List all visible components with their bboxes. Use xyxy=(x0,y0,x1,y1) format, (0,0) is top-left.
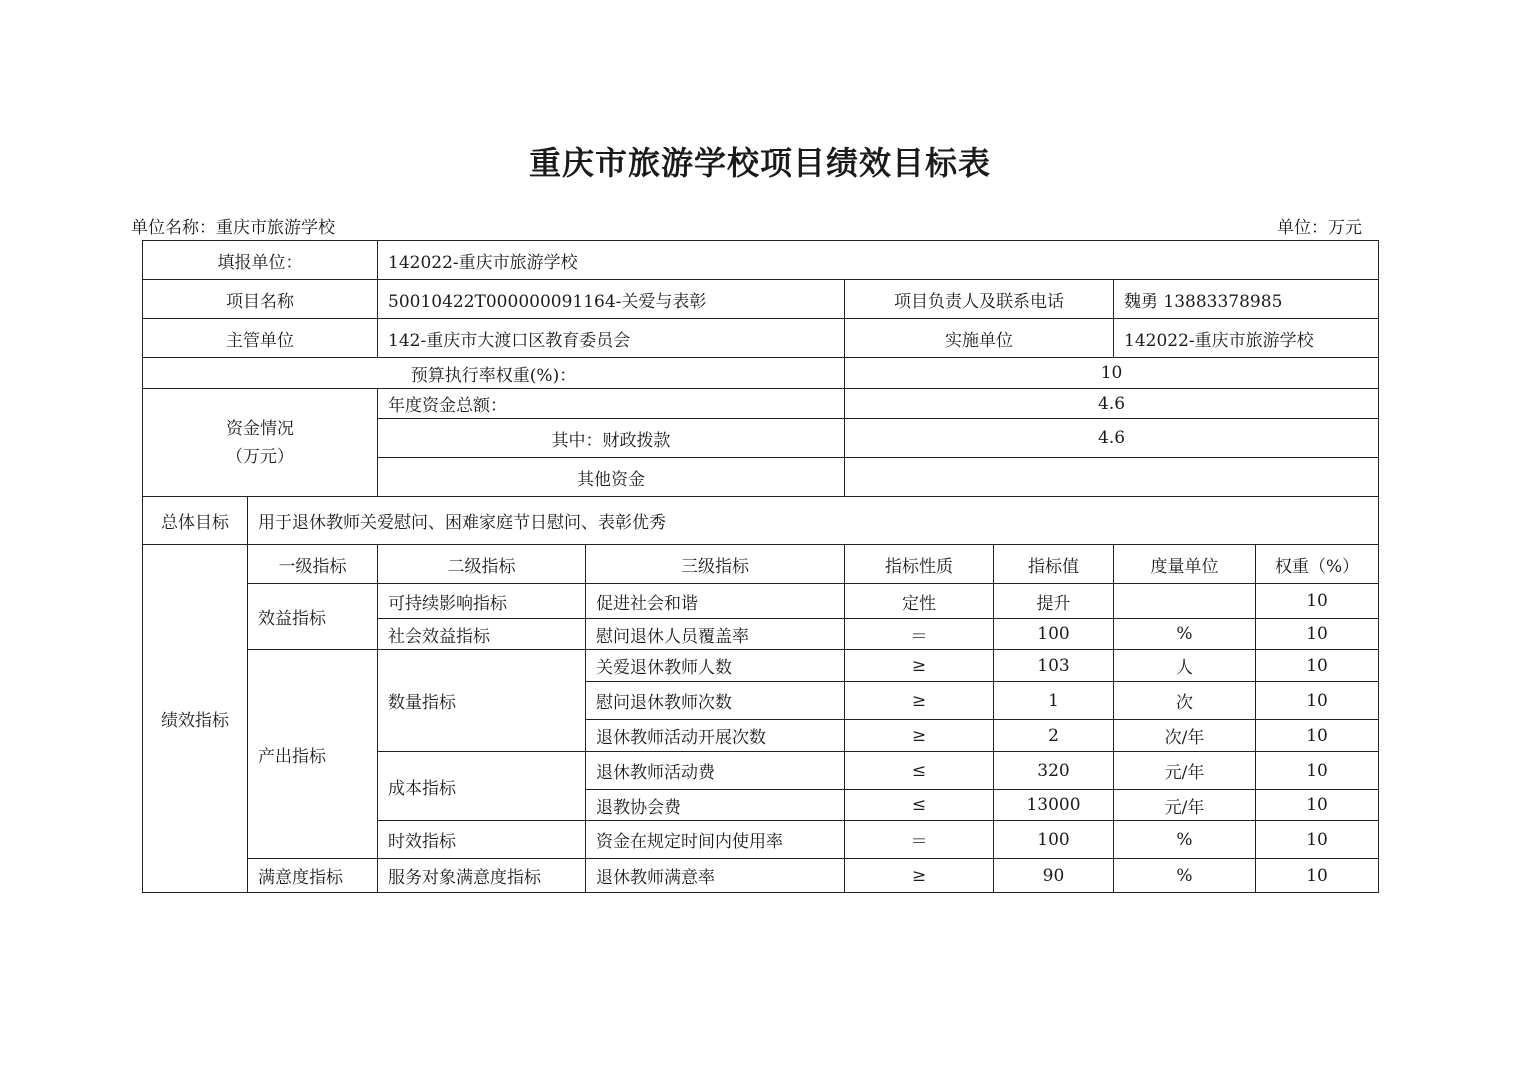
level1-output: 产出指标 xyxy=(248,650,378,859)
weight-cell: 10 xyxy=(1256,619,1379,650)
level3-cell: 促进社会和谐 xyxy=(586,584,845,619)
weight-cell: 10 xyxy=(1256,859,1379,893)
overall-goal-value: 用于退休教师关爱慰问、困难家庭节日慰问、表彰优秀 xyxy=(248,497,1379,545)
value-cell: 2 xyxy=(994,720,1114,752)
level2-service: 服务对象满意度指标 xyxy=(378,859,586,893)
unit-cell: 元/年 xyxy=(1114,790,1256,821)
value-cell: 13000 xyxy=(994,790,1114,821)
value-cell: 100 xyxy=(994,821,1114,859)
indicator-section-label: 绩效指标 xyxy=(143,545,248,893)
row-supervisor xyxy=(143,319,1379,358)
unit-cell: 次/年 xyxy=(1114,720,1256,752)
header-level3: 三级指标 xyxy=(586,545,845,584)
level2-social: 社会效益指标 xyxy=(378,619,586,650)
nature-cell: ≥ xyxy=(845,650,994,682)
unit-cell: 次 xyxy=(1114,682,1256,720)
weight-cell: 10 xyxy=(1256,790,1379,821)
level3-cell: 慰问退休教师次数 xyxy=(586,682,845,720)
currency-unit: 单位：万元 xyxy=(1277,218,1362,238)
level3-cell: 资金在规定时间内使用率 xyxy=(586,821,845,859)
weight-cell: 10 xyxy=(1256,650,1379,682)
level3-cell: 退休教师活动开展次数 xyxy=(586,720,845,752)
table-row xyxy=(143,584,1379,619)
unit-cell xyxy=(1114,584,1256,619)
value-cell: 100 xyxy=(994,619,1114,650)
unit-cell: % xyxy=(1114,821,1256,859)
nature-cell: ＝ xyxy=(845,619,994,650)
nature-cell: ＝ xyxy=(845,821,994,859)
unit-cell: % xyxy=(1114,619,1256,650)
overall-goal-label: 总体目标 xyxy=(143,497,248,545)
page-title: 重庆市旅游学校项目绩效目标表 xyxy=(528,144,991,182)
level2-time: 时效指标 xyxy=(378,821,586,859)
level2-cost: 成本指标 xyxy=(378,752,586,821)
weight-cell: 10 xyxy=(1256,752,1379,790)
table-row xyxy=(143,650,1379,682)
implementer-label: 实施单位 xyxy=(845,319,1114,358)
unit-cell: 元/年 xyxy=(1114,752,1256,790)
row-reporting-unit xyxy=(143,241,1379,280)
level3-cell: 退休教师满意率 xyxy=(586,859,845,893)
unit-cell: % xyxy=(1114,859,1256,893)
header-weight: 权重（%） xyxy=(1256,545,1379,584)
level3-cell: 退教协会费 xyxy=(586,790,845,821)
header-level2: 二级指标 xyxy=(378,545,586,584)
contact-value: 魏勇 13883378985 xyxy=(1114,280,1379,319)
supervisor-label: 主管单位 xyxy=(143,319,378,358)
level1-satisfaction: 满意度指标 xyxy=(248,859,378,893)
value-cell: 提升 xyxy=(994,584,1114,619)
header-level1: 一级指标 xyxy=(248,545,378,584)
nature-cell: ≥ xyxy=(845,682,994,720)
nature-cell: ≥ xyxy=(845,720,994,752)
header-unit: 度量单位 xyxy=(1114,545,1256,584)
contact-label: 项目负责人及联系电话 xyxy=(845,280,1114,319)
nature-cell: 定性 xyxy=(845,584,994,619)
value-cell: 90 xyxy=(994,859,1114,893)
value-cell: 103 xyxy=(994,650,1114,682)
project-name-label: 项目名称 xyxy=(143,280,378,319)
weight-cell: 10 xyxy=(1256,682,1379,720)
funds-label-line1: 资金情况 xyxy=(226,418,294,439)
budget-weight-value: 10 xyxy=(845,358,1379,389)
row-annual-total xyxy=(143,389,1379,419)
row-project-name xyxy=(143,280,1379,319)
value-cell: 320 xyxy=(994,752,1114,790)
nature-cell: ≤ xyxy=(845,752,994,790)
fiscal-value: 4.6 xyxy=(845,419,1379,458)
project-name-value: 50010422T000000091164-关爱与表彰 xyxy=(378,280,845,319)
indicator-header-row xyxy=(143,545,1379,584)
level2-sustain: 可持续影响指标 xyxy=(378,584,586,619)
value-cell: 1 xyxy=(994,682,1114,720)
unit-name: 单位名称：重庆市旅游学校 xyxy=(131,218,335,238)
table-row xyxy=(143,859,1379,893)
reporting-unit-label: 填报单位： xyxy=(143,241,378,280)
fiscal-label: 其中：财政拨款 xyxy=(378,419,845,458)
other-funds-value xyxy=(845,458,1379,497)
row-budget-weight xyxy=(143,358,1379,389)
level3-cell: 慰问退休人员覆盖率 xyxy=(586,619,845,650)
weight-cell: 10 xyxy=(1256,720,1379,752)
other-funds-label: 其他资金 xyxy=(378,458,845,497)
header-nature: 指标性质 xyxy=(845,545,994,584)
unit-cell: 人 xyxy=(1114,650,1256,682)
annual-total-label: 年度资金总额： xyxy=(378,389,845,419)
level2-quantity: 数量指标 xyxy=(378,650,586,752)
nature-cell: ≤ xyxy=(845,790,994,821)
row-overall-goal xyxy=(143,497,1379,545)
funds-label-line2: （万元） xyxy=(226,446,294,467)
level3-cell: 关爱退休教师人数 xyxy=(586,650,845,682)
reporting-unit-value: 142022-重庆市旅游学校 xyxy=(378,241,1379,280)
level3-cell: 退休教师活动费 xyxy=(586,752,845,790)
header-value: 指标值 xyxy=(994,545,1114,584)
weight-cell: 10 xyxy=(1256,821,1379,859)
implementer-value: 142022-重庆市旅游学校 xyxy=(1114,319,1379,358)
nature-cell: ≥ xyxy=(845,859,994,893)
level1-benefit: 效益指标 xyxy=(248,584,378,650)
funds-label xyxy=(143,389,378,497)
performance-table xyxy=(142,240,1379,893)
weight-cell: 10 xyxy=(1256,584,1379,619)
supervisor-value: 142-重庆市大渡口区教育委员会 xyxy=(378,319,845,358)
budget-weight-label: 预算执行率权重(%)： xyxy=(143,358,845,389)
annual-total-value: 4.6 xyxy=(845,389,1379,419)
